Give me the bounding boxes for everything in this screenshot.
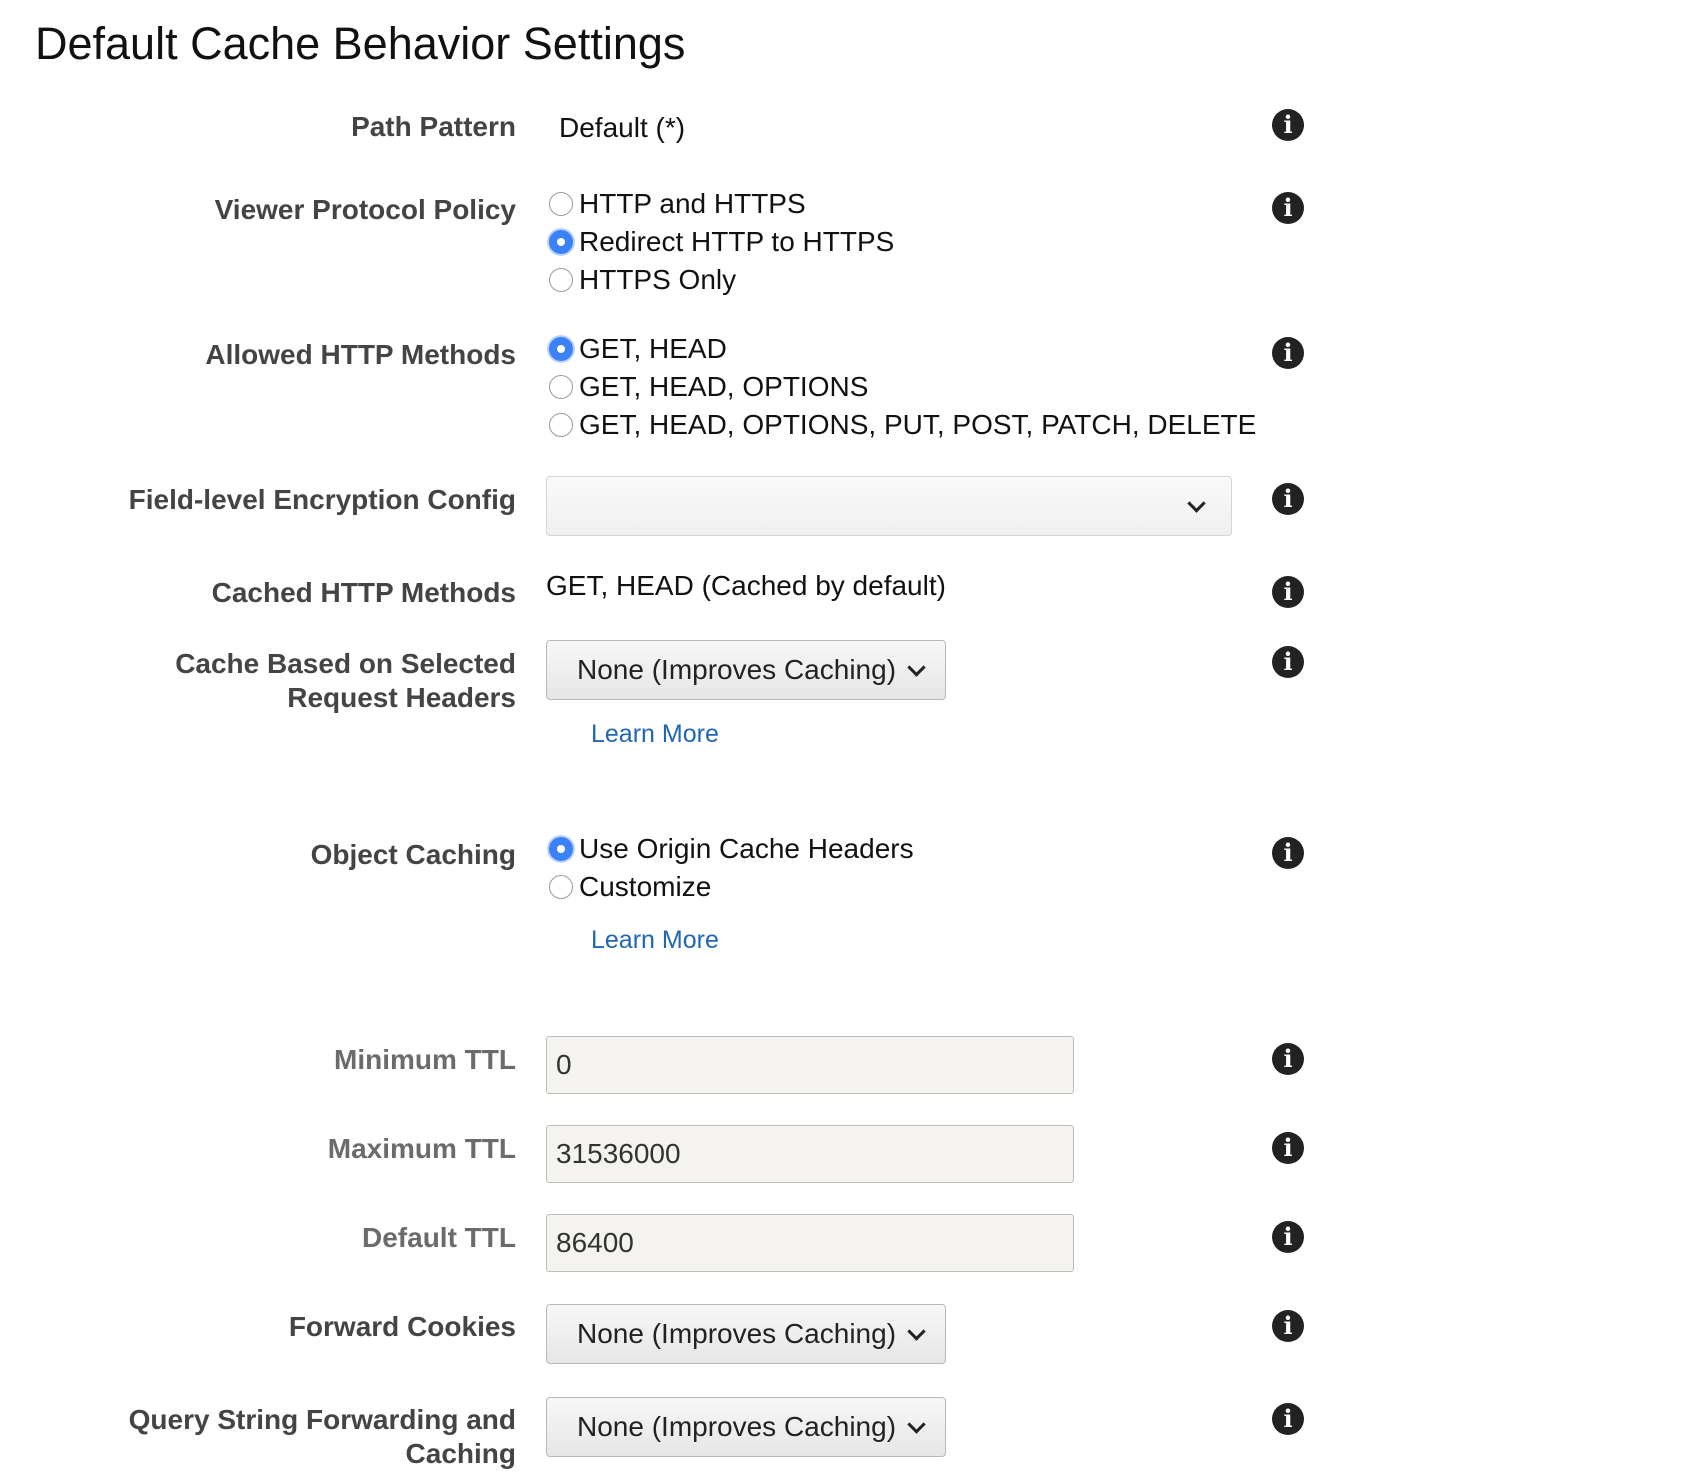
radio-get-head-options[interactable] [549,368,1256,406]
radio-label: Use Origin Cache Headers [579,833,914,864]
cache-request-headers-dropdown[interactable] [546,640,946,700]
radio-https-only[interactable] [549,261,894,299]
object-caching-label: Object Caching [310,839,516,870]
radio-button[interactable] [549,268,573,292]
info-icon[interactable]: i [1272,337,1304,369]
radio-button[interactable] [549,875,573,899]
cached-http-methods-value: GET, HEAD (Cached by default) [546,570,946,601]
radio-label: HTTPS Only [579,264,737,295]
radio-label: GET, HEAD, OPTIONS, PUT, POST, PATCH, DELETE [579,409,1257,440]
info-icon[interactable]: i [1272,1043,1304,1075]
dropdown-value: None (Improves Caching) [577,1411,897,1442]
object-caching-options [549,830,914,906]
label-line: Cache Based on Selected [175,648,516,679]
path-pattern-label: Path Pattern [351,111,516,142]
radio-redirect-http-to-https[interactable] [549,223,894,261]
radio-label: HTTP and HTTPS [579,188,806,219]
label-line: Request Headers [287,682,516,713]
radio-button[interactable] [549,375,573,399]
label-line: Caching [405,1438,516,1469]
minimum-ttl-input[interactable] [546,1036,1074,1094]
radio-label: Customize [579,871,712,902]
minimum-ttl-label: Minimum TTL [334,1044,516,1075]
maximum-ttl-input[interactable] [546,1125,1074,1183]
viewer-protocol-policy-label: Viewer Protocol Policy [214,194,516,225]
chevron-down-icon [907,658,925,676]
radio-button[interactable] [549,192,573,216]
info-icon[interactable]: i [1272,576,1304,608]
info-icon[interactable]: i [1272,1132,1304,1164]
cache-request-headers-label [175,647,516,715]
learn-more-link[interactable]: Learn More [591,926,719,954]
radio-all-methods[interactable] [549,406,1256,444]
forward-cookies-dropdown[interactable] [546,1304,946,1364]
viewer-protocol-policy-options [549,185,894,299]
radio-http-and-https[interactable] [549,185,894,223]
path-pattern-value: Default (*) [559,112,686,143]
radio-button-selected[interactable] [549,230,573,254]
radio-button-selected[interactable] [549,837,573,861]
info-icon[interactable]: i [1272,109,1304,141]
query-string-forwarding-label [129,1403,516,1471]
radio-use-origin-cache-headers[interactable] [549,830,914,868]
chevron-down-icon [907,1415,925,1433]
radio-label: GET, HEAD, OPTIONS [579,371,869,402]
radio-customize[interactable] [549,868,914,906]
field-level-encryption-label: Field-level Encryption Config [128,484,516,515]
page-title: Default Cache Behavior Settings [35,18,686,69]
chevron-down-icon [1187,494,1205,512]
chevron-down-icon [907,1322,925,1340]
learn-more-link[interactable]: Learn More [591,720,719,748]
radio-button-selected[interactable] [549,337,573,361]
allowed-http-methods-options [549,330,1256,444]
radio-get-head[interactable] [549,330,1256,368]
info-icon[interactable]: i [1272,646,1304,678]
info-icon[interactable]: i [1272,837,1304,869]
default-ttl-input[interactable] [546,1214,1074,1272]
label-line: Query String Forwarding and [128,1404,516,1435]
radio-button[interactable] [549,413,573,437]
forward-cookies-label: Forward Cookies [288,1311,516,1342]
radio-label: GET, HEAD [579,333,727,364]
info-icon[interactable]: i [1272,192,1304,224]
info-icon[interactable]: i [1272,1310,1304,1342]
dropdown-value: None (Improves Caching) [577,1318,897,1349]
default-ttl-label: Default TTL [362,1222,516,1253]
info-icon[interactable]: i [1272,1221,1304,1253]
info-icon[interactable]: i [1272,483,1304,515]
radio-label: Redirect HTTP to HTTPS [579,226,895,257]
field-level-encryption-select[interactable] [546,476,1232,536]
dropdown-value: None (Improves Caching) [577,654,897,685]
query-string-forwarding-dropdown[interactable] [546,1397,946,1457]
cached-http-methods-label: Cached HTTP Methods [211,577,516,608]
info-icon[interactable]: i [1272,1403,1304,1435]
allowed-http-methods-label: Allowed HTTP Methods [205,339,516,370]
maximum-ttl-label: Maximum TTL [327,1133,516,1164]
